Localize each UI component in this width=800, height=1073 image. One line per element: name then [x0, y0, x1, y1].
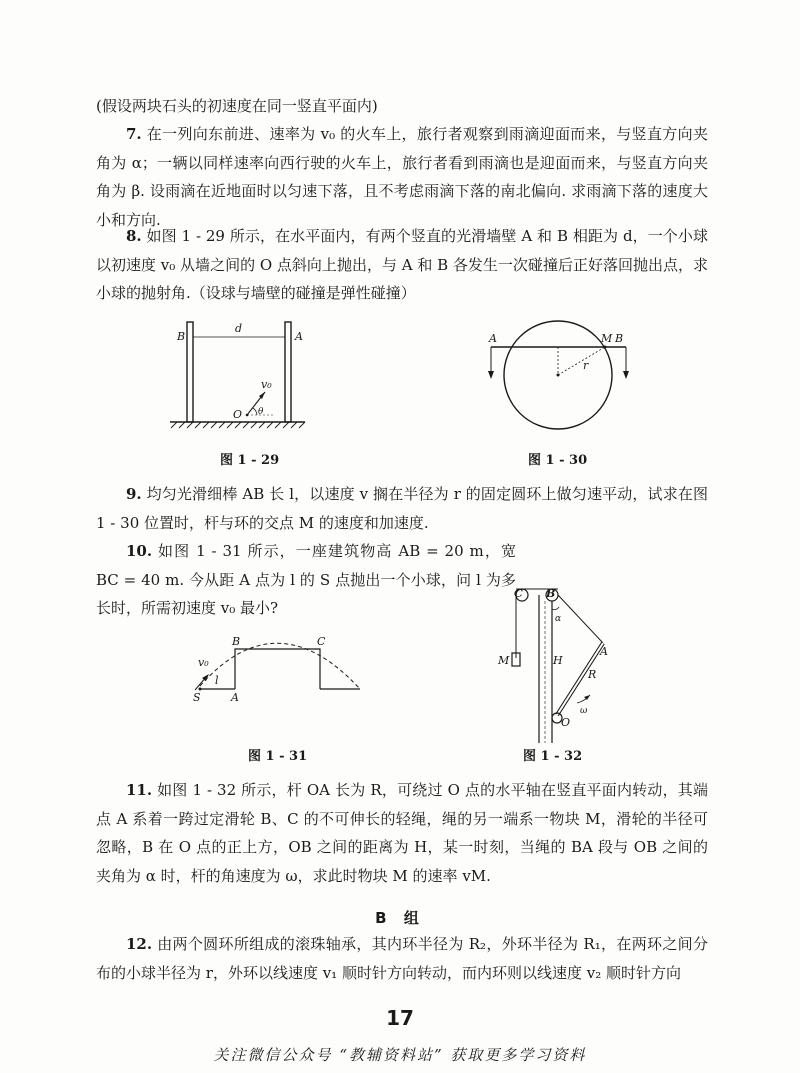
- problem-12: [96, 930, 708, 987]
- label-d: d: [235, 322, 243, 335]
- caption-fig-1-32: 图 1 - 32: [523, 749, 583, 764]
- problem-8: [96, 222, 708, 308]
- figure-1-31: [185, 624, 370, 704]
- label-H: H: [553, 654, 563, 667]
- problem-number: 12.: [126, 935, 153, 953]
- figure-1-29: [165, 312, 315, 437]
- section-heading: B 组: [375, 909, 425, 927]
- problem-text: 在一列向东前进、速率为 v₀ 的火车上，旅行者观察到雨滴迎面而来，与竖直方向夹角为 α；一辆以同样速率向西行驶的火车上，旅行者看到雨滴也是迎面而来，与竖直方向夹角为 β. 设雨滴在近地面时以匀速下落，且不考虑雨滴下落的南北偏向. 求雨滴下落的速度大小和方向.: [96, 125, 708, 229]
- label-v0: v₀: [261, 378, 272, 391]
- label-v0: v₀: [198, 656, 209, 669]
- label-C: C: [514, 587, 523, 600]
- label-C: C: [317, 635, 326, 648]
- label-O: O: [233, 408, 243, 421]
- problem-number: 11.: [126, 781, 153, 799]
- label-B: B: [177, 330, 186, 343]
- problem-number: 7.: [126, 125, 142, 143]
- label-O: O: [561, 716, 571, 729]
- paragraph-continuation: (假设两块石头的初速度在同一竖直平面内): [96, 97, 378, 115]
- problem-7: [96, 120, 708, 234]
- page-number: 17: [386, 1006, 414, 1030]
- figure-1-30: [483, 305, 633, 445]
- problem-9: [96, 480, 708, 537]
- label-A: A: [231, 691, 239, 704]
- label-M: M: [601, 332, 613, 345]
- label-l: l: [215, 674, 219, 687]
- caption-fig-1-31: 图 1 - 31: [248, 749, 308, 764]
- footer-note: 关注微信公众号 “教辅资料站” 获取更多学习资料: [213, 1046, 587, 1064]
- label-B: B: [232, 635, 241, 648]
- label-theta: θ: [258, 407, 264, 417]
- problem-text: 如图 1 - 31 所示，一座建筑物高 AB = 20 m，宽 BC = 40 m. 今从距 A 点为 l 的 S 点抛出一个小球，问 l 为多长时，所需初速度 v₀ 最小?: [96, 542, 516, 617]
- problem-text: 如图 1 - 29 所示，在水平面内，有两个竖直的光滑墙壁 A 和 B 相距为 d，一个小球以初速度 v₀ 从墙之间的 O 点斜向上抛出，与 A 和 B 各发生一次碰撞后正好落回抛出点，求小球的抛射角.（设球与墙壁的碰撞是弹性碰撞）: [96, 227, 708, 302]
- label-B: B: [546, 587, 556, 600]
- label-omega: ω: [580, 706, 588, 716]
- problem-number: 8.: [126, 227, 142, 245]
- caption-fig-1-29: 图 1 - 29: [220, 453, 280, 468]
- label-B: B: [615, 332, 624, 345]
- label-A: A: [600, 645, 608, 658]
- label-M: M: [498, 654, 510, 667]
- problem-text: 均匀光滑细棒 AB 长 l，以速度 v 搁在半径为 r 的固定圆环上做匀速平动，试求在图 1 - 30 位置时，杆与环的交点 M 的速度和加速度.: [96, 485, 708, 532]
- problem-number: 10.: [126, 542, 153, 560]
- problem-text: 如图 1 - 32 所示，杆 OA 长为 R，可绕过 O 点的水平轴在竖直平面内转动，其端点 A 系着一跨过定滑轮 B、C 的不可伸长的轻绳，绳的另一端系一物块 M，滑轮的半径可忽略，B 在 O 点的正上方，OB 之间的距离为 H，某一时刻，当绳的 BA 段与 OB 之间的夹角为 α 时，杆的角速度为 ω，求此时物块 M 的速率 vM.: [96, 781, 708, 885]
- problem-11: [96, 776, 708, 890]
- label-r: r: [583, 359, 589, 372]
- label-S: S: [193, 691, 201, 704]
- label-A: A: [295, 330, 303, 343]
- problem-10: [96, 537, 516, 623]
- figure-1-32: [495, 583, 615, 743]
- caption-fig-1-30: 图 1 - 30: [528, 453, 588, 468]
- problem-text: 由两个圆环所组成的滚珠轴承，其内环半径为 R₂，外环半径为 R₁，在两环之间分布的小球半径为 r，外环以线速度 v₁ 顺时针方向转动，而内环则以线速度 v₂ 顺时针方向: [96, 935, 708, 982]
- problem-number: 9.: [126, 485, 142, 503]
- label-alpha: α: [555, 614, 562, 624]
- label-A: A: [489, 332, 497, 345]
- label-R: R: [588, 668, 597, 681]
